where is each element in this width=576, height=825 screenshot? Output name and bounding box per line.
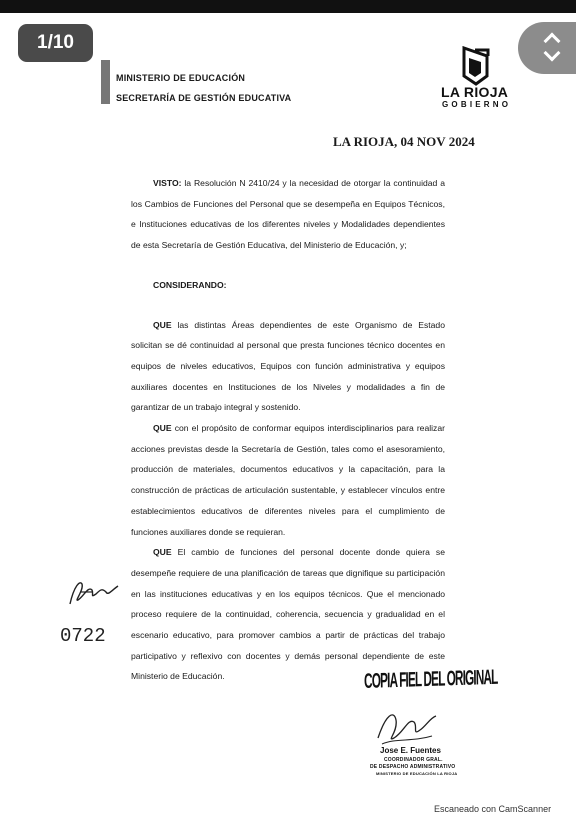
page-counter: 1/10 [18,24,93,62]
visto-label: VISTO: [153,178,182,188]
header-accent-bar [101,60,110,104]
margin-initials-signature [66,576,126,610]
logo-subtitle: GOBIERNO [442,100,512,109]
signatory-title-2: DE DESPACHO ADMINISTRATIVO [370,764,456,770]
visto-text: la Resolución N 2410/24 y la necesidad de otorgar la continuidad a los Cambios de Funciones del Personal que se desempeña en Equipos Técnicos, e Instituciones educativas de los diferentes niveles y Modalidades dependientes de esta Secretaría de Gestión Educativa, del Ministerio de Educación, y; [131,178,445,251]
considerando-heading: CONSIDERANDO: [153,279,227,290]
que-label: QUE [153,547,172,558]
page-nav-button[interactable] [518,22,576,74]
document-body [131,173,445,687]
signatory-title-1: COORDINADOR GRAL. [384,757,443,763]
margin-number: 0722 [60,625,106,647]
visto-paragraph [131,173,445,256]
copia-fiel-stamp: COPIA FIEL DEL ORIGINAL [364,665,498,693]
signatory-name: Jose E. Fuentes [380,746,441,755]
document-date: LA RIOJA, 04 NOV 2024 [333,134,475,149]
secretaria-title: SECRETARÍA DE GESTIÓN EDUCATIVA [116,93,292,103]
paragraph-2: QUE con el propósito de conformar equipos interdisciplinarios para realizar acciones previstas desde la Secretaría de Gestión, tales como el asesoramiento, producción de materiales, documentos educativos y la capacitación, para la construcción de prácticas de articulación sustentable, y establecer vínculos entre establecimientos educativos de diferentes niveles para el cumplimiento de funciones auxiliares donde se requieran. [131,423,445,537]
que-label: QUE [153,319,172,330]
status-bar [0,0,576,13]
paragraph-1: QUE las distintas Áreas dependientes de este Organismo de Estado solicitan se dé continuidad al personal que presta funciones técnico docentes en equipos de niveles educativos, Equipos con función administrativa y equipos auxiliares docentes en Instituciones de los Niveles y modalidades a fin de garantizar de un trabajo integral y sostenido. [131,319,445,413]
ministry-title: MINISTERIO DE EDUCACIÓN [116,73,246,83]
que-label: QUE [153,423,172,434]
paragraph-3: QUE El cambio de funciones del personal docente donde quiera se desempeñe requiere de una planificación de tareas que dignifique su participación en las instituciones educativas y en los equipos técnicos. Que el mencionado proceso requiere de la continuidad, coherencia, secuencia y gradualidad en el escenario educativo, para promover cambios a partir de prácticas del trabajo participativo y reflexivo con docentes y demás personal dependiente de este Ministerio de Educación. [131,547,445,682]
logo-name: LA RIOJA [441,84,509,100]
scanner-watermark: Escaneado con CamScanner [434,804,552,814]
signatory-title-3: MINISTERIO DE EDUCACIÓN LA RIOJA [376,771,458,776]
chevron-down-icon[interactable] [544,45,561,62]
la-rioja-logo-icon [461,46,491,86]
